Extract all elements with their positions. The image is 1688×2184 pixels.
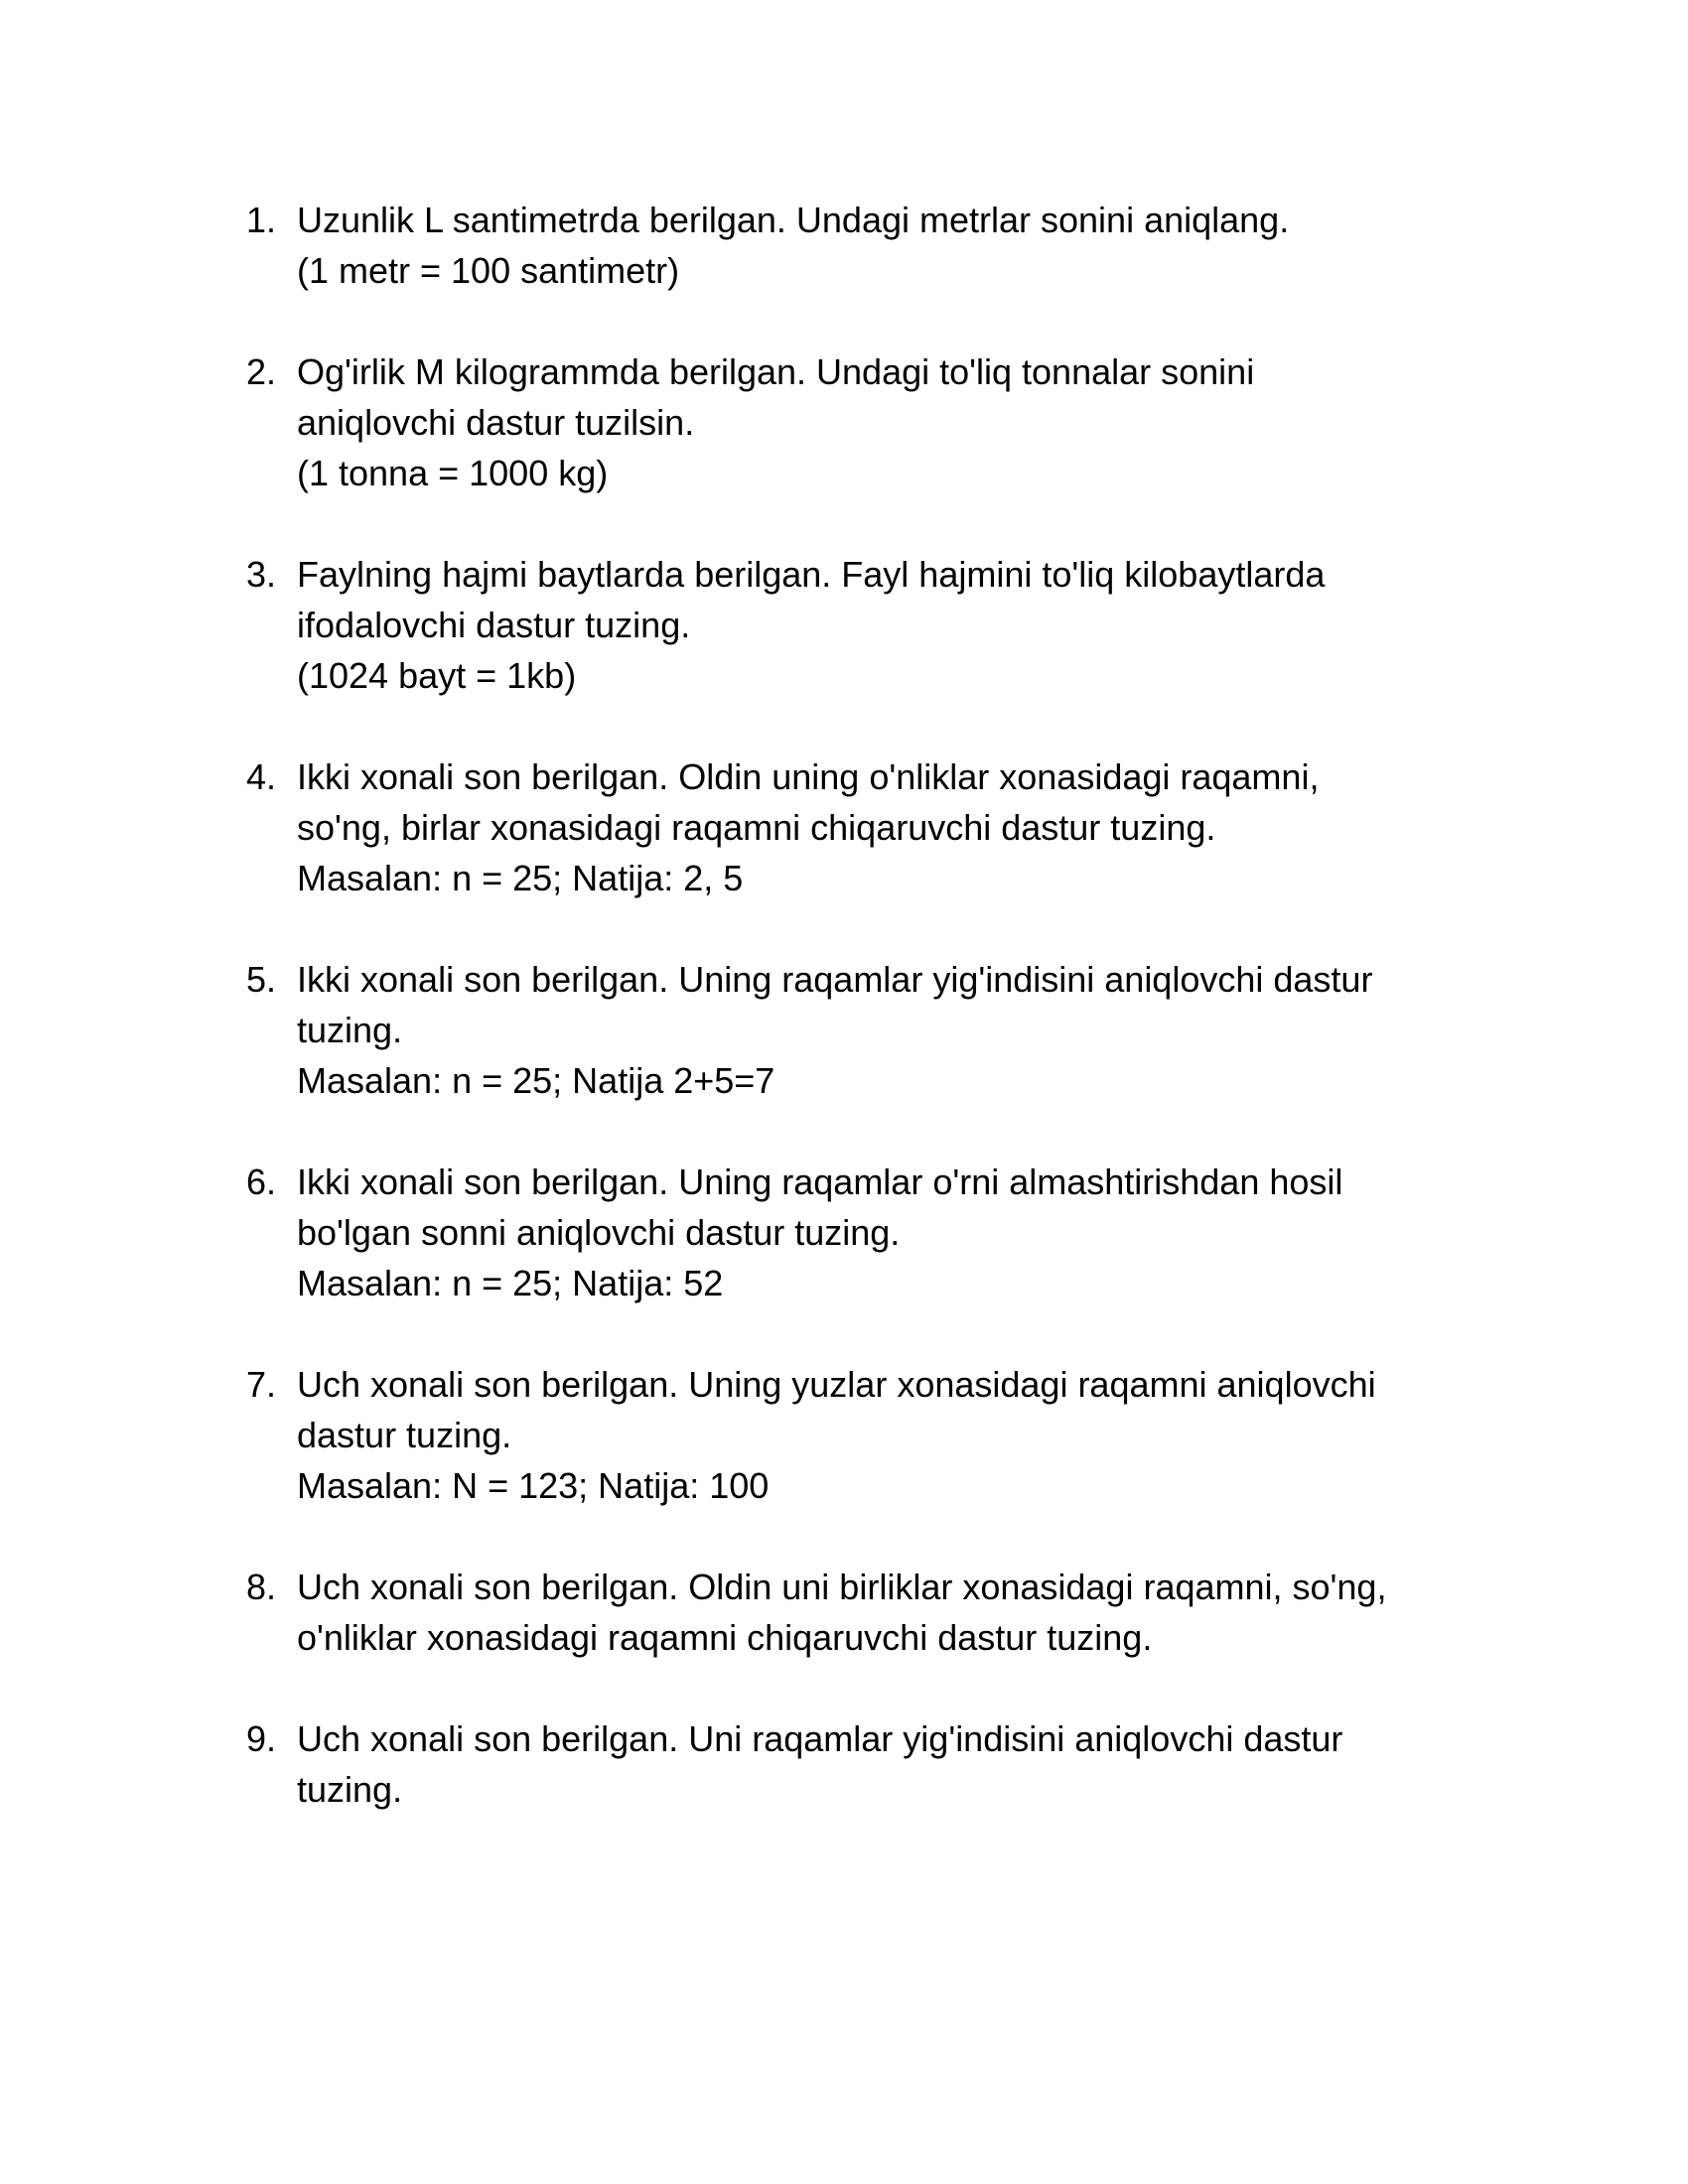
task-item-4 <box>238 751 1470 903</box>
task-number: 5. <box>246 959 277 1000</box>
task-line: Ikki xonali son berilgan. Uning raqamlar o'rni almashtirishdan hosil <box>297 1161 1343 1202</box>
task-number: 8. <box>246 1567 277 1607</box>
task-item-3 <box>238 549 1470 701</box>
task-line: bo'lgan sonni aniqlovchi dastur tuzing. <box>297 1212 901 1253</box>
task-number: 3. <box>246 554 277 595</box>
task-line: o'nliklar xonasidagi raqamni chiqaruvchi dastur tuzing. <box>297 1617 1153 1658</box>
task-line: Ikki xonali son berilgan. Uning raqamlar yig'indisini aniqlovchi dastur <box>297 959 1373 1000</box>
task-item-9 <box>238 1713 1470 1815</box>
task-line: Uzunlik L santimetrda berilgan. Undagi metrlar sonini aniqlang. <box>297 200 1290 240</box>
task-number: 7. <box>246 1364 277 1405</box>
task-number: 9. <box>246 1718 277 1759</box>
task-number: 1. <box>246 200 277 240</box>
task-item-1 <box>238 195 1470 296</box>
task-line: Masalan: n = 25; Natija 2+5=7 <box>297 1060 775 1101</box>
task-line: (1 tonna = 1000 kg) <box>297 453 609 493</box>
task-line: Masalan: n = 25; Natija: 2, 5 <box>297 858 744 898</box>
task-item-8 <box>238 1562 1470 1663</box>
task-line: tuzing. <box>297 1010 403 1050</box>
task-line: so'ng, birlar xonasidagi raqamni chiqaruvchi dastur tuzing. <box>297 807 1216 848</box>
task-line: Og'irlik M kilogrammda berilgan. Undagi to'liq tonnalar sonini <box>297 351 1255 392</box>
task-number: 6. <box>246 1161 277 1202</box>
task-line: Uch xonali son berilgan. Uni raqamlar yig'indisini aniqlovchi dastur <box>297 1718 1343 1759</box>
task-item-2 <box>238 346 1470 498</box>
task-line: Uch xonali son berilgan. Oldin uni birliklar xonasidagi raqamni, so'ng, <box>297 1567 1387 1607</box>
task-number: 4. <box>246 756 277 797</box>
task-line: Uch xonali son berilgan. Uning yuzlar xonasidagi raqamni aniqlovchi <box>297 1364 1376 1405</box>
task-line: tuzing. <box>297 1769 403 1810</box>
task-line: (1 metr = 100 santimetr) <box>297 250 680 291</box>
task-line: Masalan: N = 123; Natija: 100 <box>297 1465 770 1506</box>
task-item-7 <box>238 1359 1470 1511</box>
task-list <box>238 195 1470 1865</box>
task-line: aniqlovchi dastur tuzilsin. <box>297 402 695 443</box>
task-line: Ikki xonali son berilgan. Oldin uning o'nliklar xonasidagi raqamni, <box>297 756 1320 797</box>
task-line: Faylning hajmi baytlarda berilgan. Fayl hajmini to'liq kilobaytlarda <box>297 554 1326 595</box>
task-line: (1024 bayt = 1kb) <box>297 655 577 696</box>
task-number: 2. <box>246 351 277 392</box>
task-line: Masalan: n = 25; Natija: 52 <box>297 1263 724 1303</box>
task-line: dastur tuzing. <box>297 1415 512 1455</box>
task-item-6 <box>238 1157 1470 1308</box>
task-line: ifodalovchi dastur tuzing. <box>297 605 691 645</box>
task-item-5 <box>238 954 1470 1106</box>
